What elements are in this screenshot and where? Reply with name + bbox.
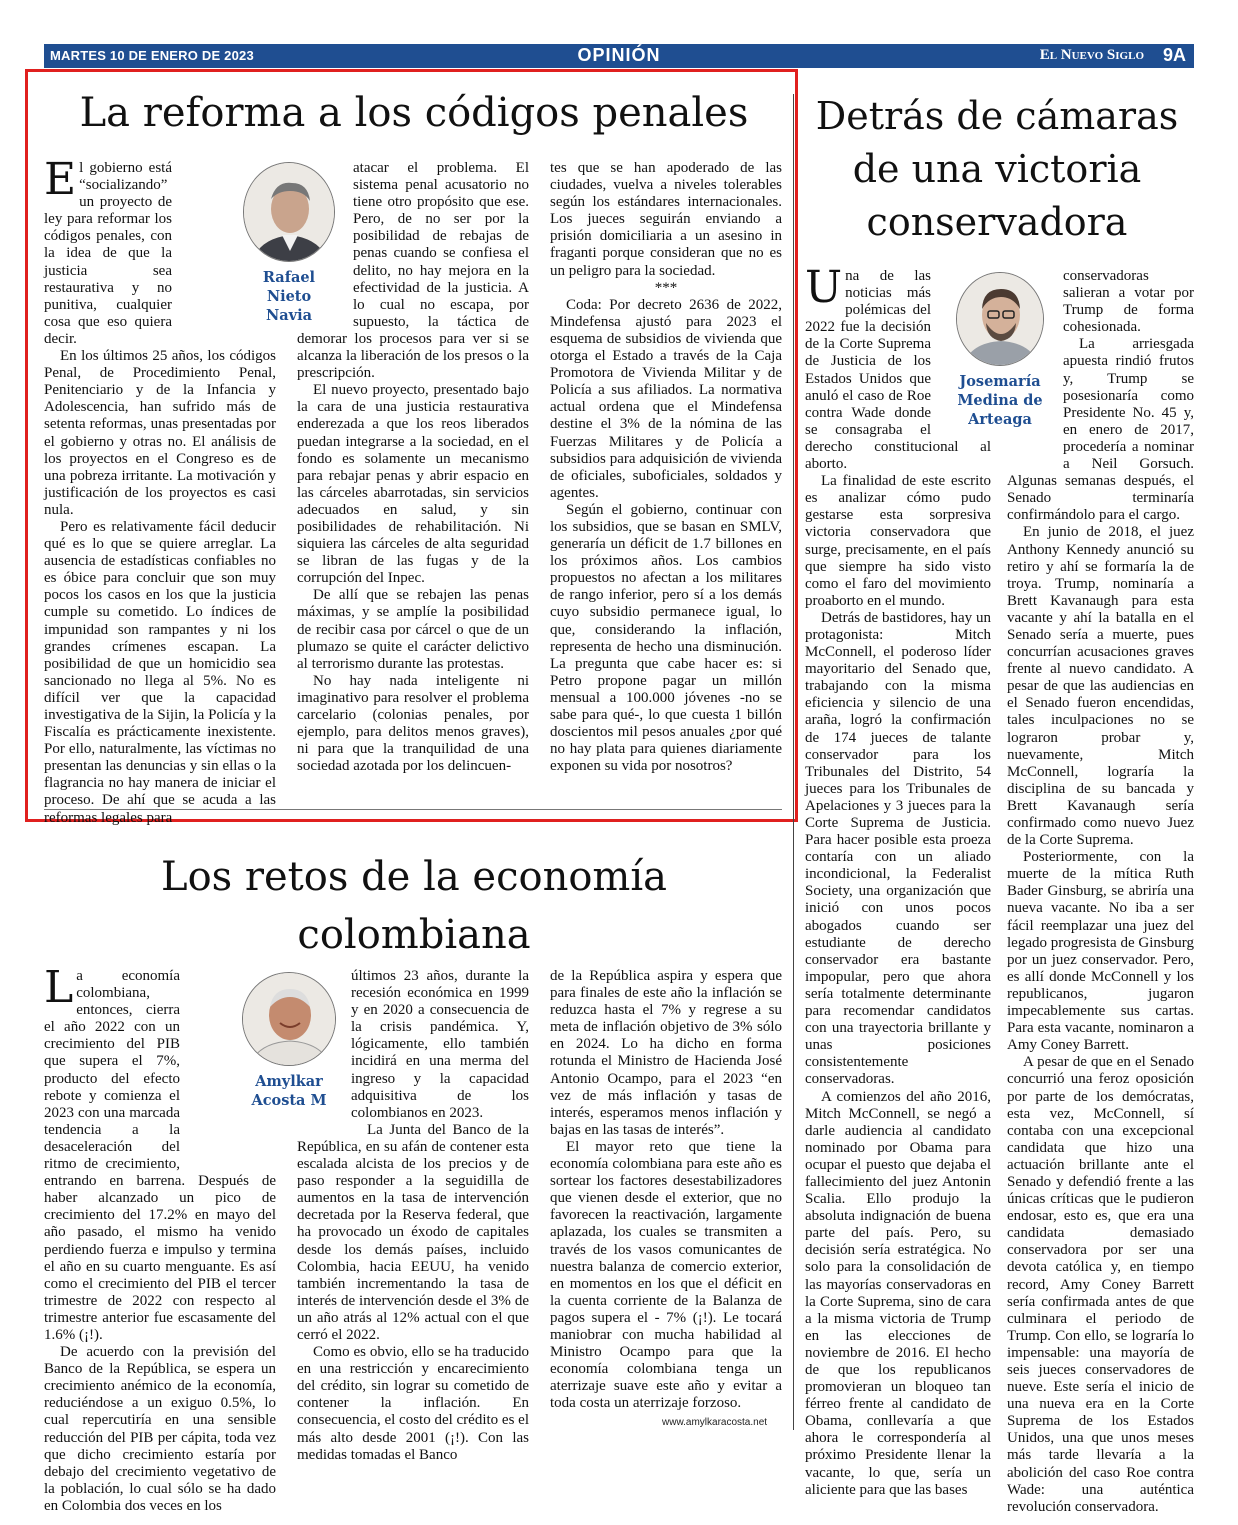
author-name: Amylkar Acosta M: [251, 1073, 327, 1109]
article-paragraph: No hay nada inteligente ni imaginativo para resolver el problema carcelario (colonias penales, por ejemplo, para delitos menos graves), ni para que la tranquilidad de una sociedad azotada por los delincuen-: [297, 672, 529, 775]
article-paragraph: Pero es relativamente fácil deducir qué es lo que se quiere arreglar. La ausencia de estadísticas confiables no es óbice para concluir que son muy pocos los casos en los que la justicia cumple su cometido. Lo índices de impunidad son rampantes y ni los grandes crímenes escapan. La posibilidad de que un homicidio sea sancionado no llega al 5%. No es difícil ver que la capacidad investigativa de la Sijin, la Policía y la Fiscalía es prácticamente inexistente. Por ello, naturalmente, las víctimas no presentan las denuncias y sin ellas o la flagrancia no hay manera de iniciar el proceso. De ahí que se acuda a las reformas legales para: [44, 518, 276, 826]
drop-cap: L: [44, 962, 74, 1013]
article-paragraph: El mayor reto que tiene la economía colombiana para este año es sortear los factores desestabilizadores que vienen desde el exterior, que no favorecen la reactivación, largamente aplazada, los cuales se transmiten a través de los vasos comunicantes de nuestra balanza de comercio exterior, en momentos en los que el déficit en la cuenta corriente de la Balanza de pagos supera el - 7% (¡!). Le tocará maniobrar con mucha habilidad al Ministro Ocampo para que la economía colombiana tenga un aterrizaje suave este año y evitar a toda costa un aterrizaje forzoso.: [550, 1138, 782, 1412]
issue-date: MARTES 10 DE ENERO DE 2023: [50, 48, 254, 63]
page-number: 9A: [1162, 45, 1186, 65]
page-header: [44, 44, 1194, 68]
separator-stars: ***: [654, 279, 678, 296]
article-title: Detrás de cámaras de una victoria conservadora: [815, 94, 1179, 244]
article-column: [297, 968, 529, 1464]
article-paragraph: Según el gobierno, continuar con los subsidios, que se basan en SMLV, generaría un déficit de 1.7 billones en los próximos años. Los cambios propuestos no afectan a los militares de rango inferior, pero sí a los demás cuyo subsidio permanece igual, lo que, considerando la inflación, representa de hecho una disminución. La pregunta que cabe hacer es: si Petro propone pagar un millón mensual a 100.000 jóvenes -no se sabe para qué-, lo que cuesta 1 billón doscientos mil pesos anuales ¿por qué no hay plata para quienes diariamente exponen su vida por nosotros?: [550, 501, 782, 775]
author-name: Rafael Nieto Navia: [262, 269, 316, 324]
article-column: [1007, 268, 1194, 1516]
article-paragraph: La arriesgada apuesta rindió frutos y, Trump se posesionaría como Presidente No. 45 y, en enero de 2017, procedería a nominar a Neil Gorsuch. Algunas semanas después, el Senado terminaría confirmándolo para el cargo.: [1007, 336, 1194, 524]
article-paragraph: A comienzos del año 2016, Mitch McConnell, se negó a darle audiencia al candidato nominado por Obama para ocupar el puesto que dejaba el fallecimiento del juez Antonin Scalia. Ello produjo la absoluta indignación de buena parte del país. Pero, su decisión sería estratégica. No solo para la consolidación de las mayorías conservadoras en la Corte Suprema, sino de cara a la misma victoria de Trump en las elecciones de noviembre de 2016. El hecho de que los republicanos promovieran un bloqueo tan férreo frente al candidato de Obama, conllevaría a que ahora le correspondería al próximo Presidente llenar la vacante, lo que, sería un aliciente para que las bases: [805, 1088, 991, 1498]
article-paragraph: Coda: Por decreto 2636 de 2022, Mindefensa ajustó para 2023 el esquema de subsidios de vivienda que otorga el Estado a través de la Caja Promotora de Vivienda Militar y de Policía a sus afiliados. La normativa actual ordena que el Mindefensa destine el 3% de la nómina de las Fuerzas Militares y de Policía a subsidios para adquisición de vivienda de oficiales, suboficiales, soldados y agentes.: [550, 296, 782, 501]
article-paragraph: atacar el problema. El sistema penal acusatorio no tiene otro propósito que ese. Pero, de no ser por la posibilidad de rebajas de penas cuando se confiesa el delito, no hay mejora en la efectividad de la justicia. A lo cual no escapa, por supuesto, la táctica de demorar los procesos para ver si se alcanza la liberación de los presos o la prescripción.: [297, 160, 529, 382]
article-title: La reforma a los códigos penales: [79, 90, 749, 136]
article-paragraph: De acuerdo con la previsión del Banco de la República, se espera un crecimiento anémico de la economía, reduciéndose a un exiguo 0.5%, lo cual repercutiría en una sensible reducción del PIB per cápita, toda vez que dicho crecimiento estaría por debajo del crecimiento vegetativo de la población, lo cual sólo se ha dado en Colombia dos veces en los: [44, 1344, 276, 1514]
drop-cap: E: [44, 154, 77, 205]
article-paragraph: En los últimos 25 años, los códigos Penal, de Procedimiento Penal, Penitenciario y de la Infancia y Adolescencia, han sufrido más de setenta reformas, unas presentadas por el gobierno y otras no. El análisis de los proyectos en el Congreso es de una pobreza irritante. La motivación y justificación de los proyectos es casi nula.: [44, 348, 276, 518]
article-column: [550, 968, 782, 1412]
drop-cap: U: [805, 262, 843, 313]
article-paragraph: A pesar de que en el Senado concurrió una feroz oposición por parte de los demócratas, esta vez, McConnell, sí contaba con una excepcional candidata que hizo una actuación brillante ante el Senado y defendió frente a las únicas críticas que le pudieron endosar, esto es, que era una candidata demasiado conservadora por ser una devota católica y, en tiempo record, Amy Coney Barrett sería confirmada antes de que culminara el periodo de Trump. Con ello, se lograría lo impensable: una mayoría de seis jueces conservadores de nueve. Este sería el inicio de una nueva era en la Corte Suprema de los Estados Unidos, una que unos meses más tarde llevaría a la abolición del caso Roe contra Wade: una auténtica revolución conservadora.: [1007, 1054, 1194, 1515]
article-paragraph: Una de las noticias más polémicas del 2022 fue la decisión de la Corte Suprema de Justicia de los Estados Unidos que anuló el caso de Roe contra Wade donde se consagraba el derecho constitucional al aborto.: [805, 262, 991, 473]
article-paragraph: La Junta del Banco de la República, en su afán de contener esta escalada alcista de los precios y de paso responder a la seguidilla de aumentos en la tasa de intervención decretada por la Reserva federal, que ha provocado un éxodo de capitales desde los demás países, incluido Colombia, hacia EEUU, ha venido también incrementando la tasa de interés de intervención desde el 3% de un año atrás al 12% actual con el que cerró el 2022.: [297, 1121, 529, 1343]
article-paragraph: tes que se han apoderado de las ciudades, vuelva a niveles tolerables según los estándares internacionales. Los jueces seguirán enviando a prisión domiciliaria a un asesino in fraganti porque consideran que no es un peligro para la sociedad.: [550, 160, 782, 279]
article-paragraph: La finalidad de este escrito es analizar cómo pudo gestarse esta sorpresiva victoria conservadora que surge, precisamente, en el país que siempre ha sido visto como el faro del movimiento proaborto en el mundo.: [805, 473, 991, 609]
newspaper-name: El Nuevo Siglo: [1039, 47, 1144, 63]
article-paragraph: La economía colombiana, entonces, cierra el año 2022 con un crecimiento del PIB que supera el 7%, producto del efecto rebote y comienza el 2023 con una marcada tendencia a la desaceleración del ritmo de crecimiento, entrando en barrena. Después de haber alcanzado un pico de crecimiento del 17.2% en mayo del año pasado, el mismo ha venido perdiendo fuerza e impulso y termina el año en su cuarto menguante. Es así como el crecimiento del PIB el tercer trimestre de 2022 con respecto al trimestre anterior fue escasamente del 1.6% (¡!).: [44, 962, 276, 1343]
column-divider: [793, 94, 794, 1430]
article-paragraph: El nuevo proyecto, presentado bajo la cara de una justicia restaurativa enderezada a que los reos liberados puedan integrarse a la sociedad, en el fondo es solamente un mecanismo para rebajar penas y abrir espacio en las cárceles abarrotadas, sin servicios adecuados en salud, y sin posibilidades de rehabilitación. Ni siquiera las cárceles de alta seguridad se libran de las fugas y de la corrupción del Inpec.: [297, 382, 529, 587]
article-column: [297, 160, 529, 775]
article-title: Los retos de la economía colombiana: [161, 854, 667, 958]
article-column: [550, 160, 782, 775]
section-title: OPINIÓN: [577, 45, 661, 65]
article-paragraph: de la República aspira y espera que para finales de este año la inflación se reduzca hasta el 7% y regrese a su meta de inflación objetivo de 3% sólo en 2024. Lo ha dicho en forma rotunda el Ministro de Hacienda José Antonio Ocampo, para el 2023 “en vez de más inflación y tasas de interés, esperamos menos inflación y bajas en las tasas de interés”.: [550, 968, 782, 1138]
article-paragraph: Posteriormente, con la muerte de la mítica Ruth Bader Ginsburg, se abriría una nueva vacante. No iba a ser fácil reemplazar una juez del legado progresista de Ginsburg por un juez conservador. Pero, es allí donde McConnell y los republicanos, jugaron impecablemente sus cartas. Para esta vacante, nominaron a Amy Coney Barrett.: [1007, 849, 1194, 1054]
article-paragraph: El gobierno está “socializando” un proyecto de ley para reformar los códigos penales, con la idea de que la justicia sea restaurativa y no punitiva, cualquier cosa que eso quiera decir.: [44, 154, 172, 347]
article-paragraph: Detrás de bastidores, hay un protagonista: Mitch McConnell, el poderoso líder mayoritario del Senado que, trabajando con la misma eficiencia y silencio de una araña, logró la confirmación de 174 jueces de talante conservador para los Tribunales del Distrito, 54 jueces para los Tribunales de Apelaciones y 3 jueces para la Corte Suprema de Justicia. Para hacer posible esta proeza contaría con un aliado incondicional, la Federalist Society, una organización que inició con unos pocos abogados cuando ser estudiante de derecho conservador era bastante impopular, pero que ahora sería totalmente determinante para recomendar candidatos con una trayectoria brillante y unas posiciones consistentemente conservadoras.: [805, 609, 991, 1088]
article-column: [805, 262, 991, 1499]
author-name: Josemaría Medina de Arteaga: [957, 373, 1043, 428]
author-website: www.amylkaracosta.net: [662, 1417, 768, 1428]
article-paragraph: últimos 23 años, durante la recesión económica en 1999 y en 2020 a consecuencia de la crisis pandémica. Y, lógicamente, ello también incidirá en una merma del ingreso y la capacidad adquisitiva de los colombianos en 2023.: [351, 968, 529, 1121]
section-divider: [44, 809, 782, 810]
article-paragraph: En junio de 2018, el juez Anthony Kennedy anunció su retiro y ahí se formaría la de troya. Trump, nominaría a Brett Kavanaugh para esta vacante y ahí la batalla en el Senado sería a muerte, pues concurrían acusaciones graves frente al nuevo candidato. A pesar de que las audiencias en el Senado fueron encendidas, tales inculpaciones no se lograron probar y, nuevamente, Mitch McConnell, lograría la disciplina de su bancada y Brett Kavanaugh sería confirmado como nuevo Juez de la Corte Suprema.: [1007, 524, 1194, 849]
article-paragraph: conservadoras salieran a votar por Trump de forma cohesionada.: [1063, 268, 1194, 336]
article-paragraph: Como es obvio, ello se ha traducido en una restricción y encarecimiento del crédito, sin lograr su cometido de contener la inflación. En consecuencia, el costo del crédito es el más alto desde 2001 (¡!). Con las medidas tomadas el Banco: [297, 1344, 529, 1463]
article-paragraph: De allí que se rebajen las penas máximas, y se amplíe la posibilidad de recibir casa por cárcel o que de un plumazo se quite el carácter delictivo al terrorismo durante las protestas.: [297, 587, 529, 672]
